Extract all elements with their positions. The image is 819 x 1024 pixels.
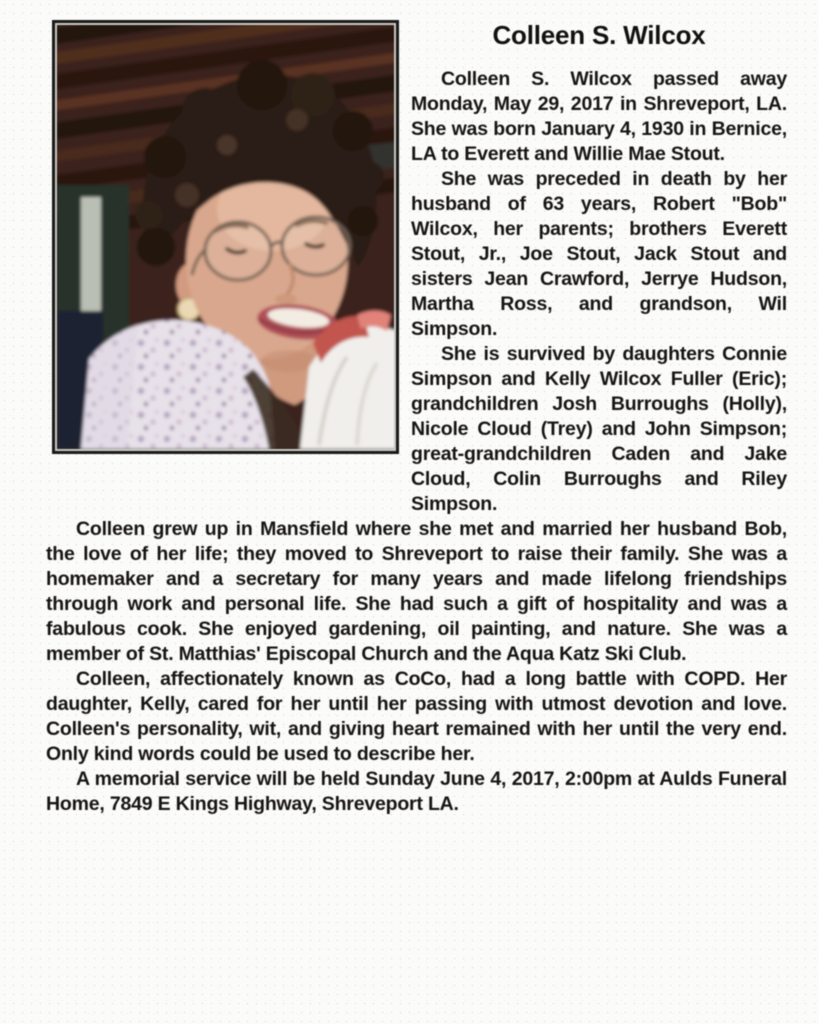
obituary-paragraph-6: A memorial service will be held Sunday June 4, 2017, 2:00pm at Aulds Funeral Home, 7849 E Kings Highway, Shreveport LA. bbox=[46, 768, 787, 815]
obituary-title: Colleen S. Wilcox bbox=[492, 20, 706, 50]
obituary-paragraph-4: Colleen grew up in Mansfield where she met and married her husband Bob, the love of her life; they moved to Shreveport to raise their family. She was a homemaker and a secretary for many years and made lifelong friendships through work and personal life. She had such a gift of hospitality and was a fabulous cook. She enjoyed gardening, oil painting, and nature. She was a member of St. Matthias' Episcopal Church and the Aqua Katz Ski Club. bbox=[46, 518, 787, 665]
obituary-paragraph-2: She was preceded in death by her husband of 63 years, Robert "Bob" Wilcox, her parents; brothers Everett Stout, Jr., Joe Stout, Jack Stout and sisters Jean Crawford, Jerrye Hudson, Martha Ross, and grandson, Wil Simpson. bbox=[411, 168, 787, 340]
portrait-photo-illustration bbox=[57, 25, 394, 449]
obituary-paragraph-3: She is survived by daughters Connie Simpson and Kelly Wilcox Fuller (Eric); grandchildren Josh Burroughs (Holly), Nicole Cloud (Trey) and John Simpson; great-grandchildren Caden and Jake Cloud, Colin Burroughs and Riley Simpson. bbox=[411, 343, 787, 515]
portrait-photo bbox=[52, 20, 399, 454]
obituary-paragraph-5: Colleen, affectionately known as CoCo, had a long battle with COPD. Her daughter, Kelly, cared for her until her passing with utmost devotion and love. Colleen's personality, wit, and giving heart remained with her until the very end. Only kind words could be used to describe her. bbox=[46, 668, 787, 765]
obituary-paragraph-1: Colleen S. Wilcox passed away Monday, May 29, 2017 in Shreveport, LA. She was born January 4, 1930 in Bernice, LA to Everett and Willie Mae Stout. bbox=[411, 68, 787, 165]
